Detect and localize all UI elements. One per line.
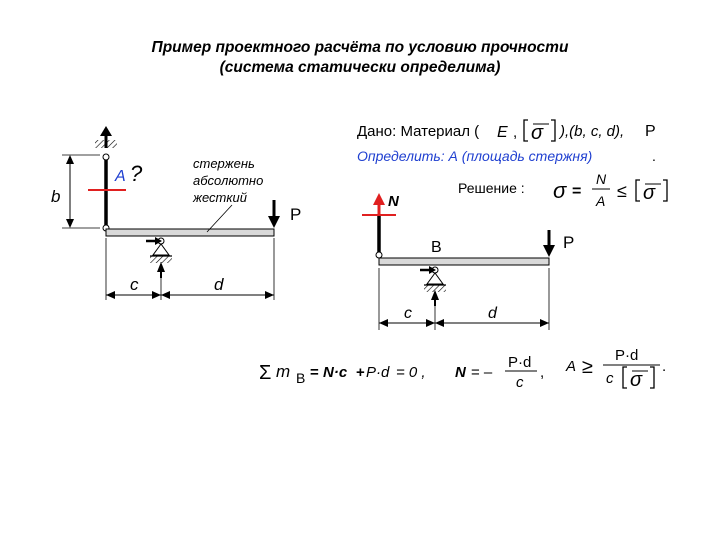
given-block [357,120,656,144]
formula-block [259,347,666,391]
formula-sum: Σ [259,362,272,384]
solution-sigma-allow: σ [643,182,656,204]
given-bracket-right [551,120,555,141]
solution-A: A [596,193,606,209]
right-dim-d-arrow-left [435,319,444,327]
find-block [357,148,656,164]
dim-b-arrow-top [66,155,74,164]
annotation-line-3: жесткий [193,190,247,205]
solution-leq: ≤ [617,181,627,201]
solution-eq: = [572,183,582,200]
find-dot: . [652,148,656,164]
right-dim-d-arrow-right [540,319,549,327]
solution-bracket-left [636,180,640,201]
formula-eq2: = 0 , [396,364,426,381]
formula-frac2-num: P·d [615,347,639,364]
formula-N: N [455,364,466,381]
right-N-arrow-head [373,193,385,205]
label-N-right: N [388,193,399,210]
formula-frac2-den-c: c [606,370,614,387]
formula-bracket-right [650,367,654,388]
dim-c-arrow-right [152,291,161,299]
formula-end-dot: . [662,358,667,375]
left-top-hinge [103,154,109,160]
right-P-head [543,245,555,257]
right-hinge [376,252,382,258]
formula-sigma: σ [630,369,643,391]
label-B: B [431,239,442,256]
right-diagram [362,193,574,330]
given-comma: , [513,124,518,141]
solution-bracket-right [663,180,667,201]
solution-label: Решение : [458,180,525,196]
find-text: Определить: А (площадь стержня) [357,148,593,164]
right-pin-triangle [427,273,443,284]
formula-B: B [296,370,306,386]
label-A-left: A [115,168,126,185]
formula-Nc: N·c [323,364,348,381]
dim-c-arrow-left [106,291,115,299]
formula-geq: ≥ [582,356,593,378]
page-title-line-1: Пример проектного расчёта по условию прочности [151,39,569,56]
label-c-right: c [404,305,412,322]
formula-eq1: = [310,364,319,381]
solution-block [458,171,667,209]
formula-Pd: P·d [366,364,390,381]
given-prefix: Дано: Материал ( [357,123,480,140]
given-sigma: σ [531,122,544,144]
dim-d-arrow-left [161,291,170,299]
formula-eq3: = – [471,364,493,381]
label-b: b [51,187,61,206]
left-beam [106,229,274,236]
label-c-left: c [130,275,139,294]
formula-A: A [566,358,577,375]
left-pin-triangle [153,244,169,255]
left-pin-hatch [150,256,172,263]
left-diagram [51,126,301,300]
formula-m: m [276,362,291,381]
formula-frac1-den: c [516,374,524,391]
page-title-line-2: (система статически определима) [219,59,501,76]
label-P-left: P [290,205,302,224]
solution-N: N [596,171,607,187]
formula-frac1-num: P·d [508,354,532,371]
right-beam [379,258,549,265]
given-P: P [645,123,656,140]
solution-sigma: σ [553,178,567,203]
given-E: E [497,124,508,141]
annotation-line-2: абсолютно [193,173,264,188]
dim-b-arrow-bottom [66,219,74,228]
label-d-right: d [488,305,497,322]
label-question: ? [130,161,143,186]
formula-comma: , [540,364,545,381]
right-dim-c-arrow-right [426,319,435,327]
given-bracket-left [524,120,528,141]
left-P-head [268,216,280,228]
left-top-arrow-head [100,126,112,136]
label-d-left: d [214,275,224,294]
formula-plus: + [356,364,365,381]
label-P-right: P [563,233,575,252]
dim-d-arrow-right [265,291,274,299]
annotation-leader [207,205,232,232]
formula-bracket-left [623,367,627,388]
annotation-line-1: стержень [193,156,255,171]
right-dim-c-arrow-left [379,319,388,327]
given-suffix: ),(b, c, d), [560,123,625,140]
